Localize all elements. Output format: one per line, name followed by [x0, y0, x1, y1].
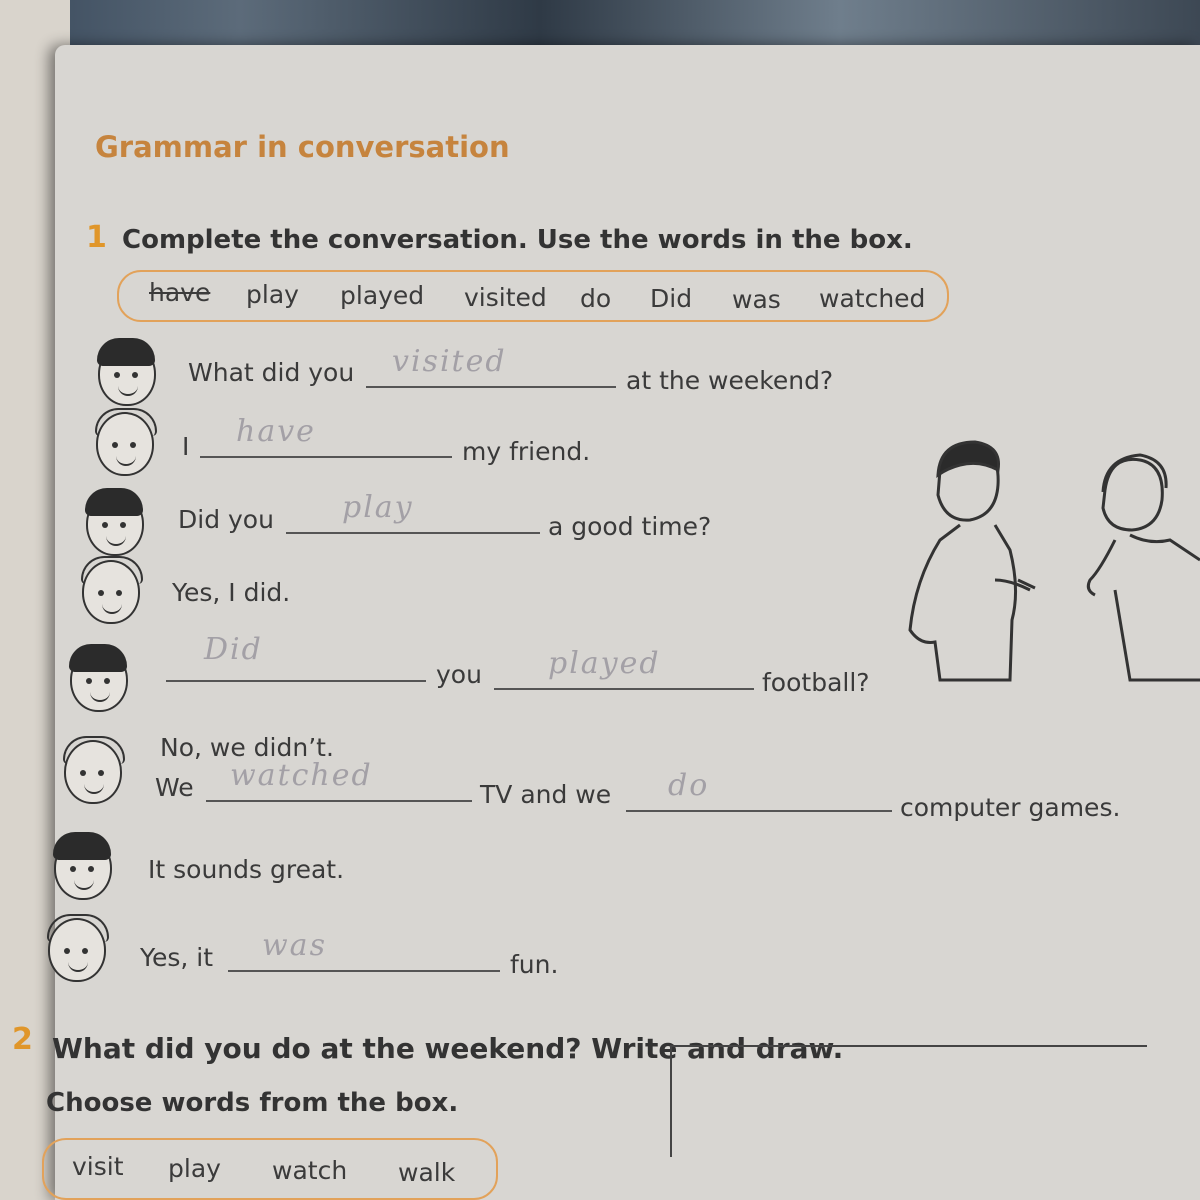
line6-mid: TV and we [480, 780, 612, 809]
line5-answer-1: Did [204, 632, 263, 667]
drawing-answer-box[interactable] [670, 1045, 1147, 1157]
word-was: was [732, 285, 781, 314]
boy-light-hair-icon [64, 740, 122, 804]
boy-light-hair-icon [48, 918, 106, 982]
exercise-2-instruction: What did you do at the weekend? Write and draw. [52, 1032, 844, 1065]
line5-post: football? [762, 668, 870, 697]
line3-answer: play [342, 490, 414, 525]
word-visit: visit [72, 1152, 124, 1181]
line2-post: my friend. [462, 437, 591, 466]
line6-answer-1: watched [230, 758, 373, 793]
line6-pre: We [155, 773, 194, 802]
line8-pre: Yes, it [140, 943, 213, 972]
word-have: have [149, 278, 211, 307]
word-play: play [246, 280, 299, 309]
line6-blank-2[interactable] [626, 810, 892, 812]
word-box-1 [117, 270, 949, 322]
line6-blank-1[interactable] [206, 800, 472, 802]
line8-post: fun. [510, 950, 559, 979]
exercise-2-number: 2 [12, 1022, 33, 1057]
line6-answer-2: do [668, 768, 710, 803]
boy-light-hair-icon [96, 412, 154, 476]
boy-light-hair-icon [82, 560, 140, 624]
line1-blank[interactable] [366, 386, 616, 388]
word-watched: watched [819, 284, 926, 313]
line3-blank[interactable] [286, 532, 540, 534]
line6-text: No, we didn’t. [160, 733, 334, 762]
line5-blank-2[interactable] [494, 688, 754, 690]
boy-dark-hair-icon [70, 648, 128, 712]
line2-answer: have [236, 414, 316, 449]
boy-dark-hair-icon [86, 492, 144, 556]
word-watch: watch [272, 1156, 348, 1185]
exercise-1-number: 1 [86, 220, 107, 255]
line8-answer: was [262, 928, 327, 963]
line7-text: It sounds great. [148, 855, 345, 884]
exercise-1-instruction: Complete the conversation. Use the words in the box. [122, 225, 913, 255]
word-play: play [168, 1154, 221, 1183]
exercise-2-sub-instruction: Choose words from the box. [46, 1088, 459, 1118]
line8-blank[interactable] [228, 970, 500, 972]
line1-post: at the weekend? [626, 366, 834, 395]
line2-pre: I [182, 432, 190, 461]
word-played: played [340, 281, 425, 310]
line5-answer-2: played [548, 646, 661, 681]
word-box-2 [42, 1138, 498, 1200]
two-boys-illustration [900, 430, 1200, 690]
line1-answer: visited [392, 344, 507, 379]
line3-pre: Did you [178, 505, 274, 534]
line2-blank[interactable] [200, 456, 452, 458]
boy-dark-hair-icon [98, 342, 156, 406]
line4-text: Yes, I did. [172, 578, 291, 607]
word-do: do [580, 284, 612, 313]
line1-pre: What did you [188, 358, 355, 387]
line6-post: computer games. [900, 793, 1121, 822]
word-visited: visited [464, 283, 547, 312]
boy-dark-hair-icon [54, 836, 112, 900]
section-title: Grammar in conversation [95, 130, 510, 164]
word-did: Did [650, 284, 693, 313]
word-walk: walk [398, 1158, 456, 1187]
line3-post: a good time? [548, 512, 712, 541]
line5-blank-1[interactable] [166, 680, 426, 682]
line5-mid: you [436, 660, 482, 689]
